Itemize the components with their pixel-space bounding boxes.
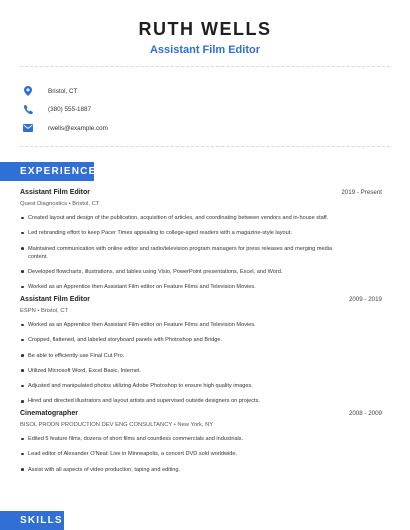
job-bullet: Worked as an Apprentice then Assistant Film editor on Feature Films and Television Movies. xyxy=(20,283,382,291)
job-bullet: Hired and directed illustrators and layout artists and supervised outside designers on projects. xyxy=(20,397,382,405)
header-divider xyxy=(20,66,390,67)
job-dates: 2019 - Present xyxy=(341,189,382,196)
contact-email-text: rwells@example.com xyxy=(48,124,108,132)
contact-email xyxy=(20,119,108,137)
job-bullet: Developed flowcharts, illustrations, and tables using Visio, PowerPoint presentations, Excel, and Word. xyxy=(20,268,382,276)
candidate-name: RUTH WELLS xyxy=(138,19,272,39)
job-bullets xyxy=(20,435,382,474)
job-bullet: Worked as an Apprentice then Assistant Film editor on Feature Films and Television Movies. xyxy=(20,321,382,329)
candidate-title: Assistant Film Editor xyxy=(149,44,261,56)
job-company: ESPN • Bristol, CT xyxy=(20,308,69,314)
location-pin-icon xyxy=(21,84,35,98)
resume-header xyxy=(0,18,410,57)
job-company: BISOL PRODN PRODUCTION DEV ENG CONSULTANCY • New York, NY xyxy=(20,422,214,428)
contact-location-text: Bristol, CT xyxy=(48,87,78,95)
job-entry xyxy=(20,296,382,413)
job-title: Assistant Film Editor xyxy=(20,296,91,303)
job-bullets xyxy=(20,321,382,405)
contact-phone xyxy=(20,101,108,119)
job-company: Quest Diagnostics • Bristol, CT xyxy=(20,201,100,207)
job-title: Assistant Film Editor xyxy=(20,189,91,196)
job-bullet: Led rebranding effort to keep Pacer Times appealing to college-aged readers with a magazine-style layout. xyxy=(20,229,382,237)
job-bullet: Maintained communication with online editor and radio/television program managers for press releases and merging media content. xyxy=(20,245,350,261)
job-title: Cinematographer xyxy=(20,410,78,417)
job-bullet: Adjusted and manipulated photos utilizing Adobe Photoshop to ensure high quality images. xyxy=(20,382,382,390)
job-bullet: Assist with all aspects of video production, taping and editing. xyxy=(20,466,382,474)
job-entry xyxy=(20,189,382,298)
experience-heading: EXPERIENCE xyxy=(0,162,94,181)
contact-phone-text: (380) 555-1887 xyxy=(48,106,92,113)
contact-list xyxy=(20,82,108,138)
job-dates: 2008 - 2009 xyxy=(348,410,382,417)
job-bullet: Utilized Microsoft Word, Excel Basic, Internet. xyxy=(20,367,382,375)
job-bullet: Be able to efficiently use Final Cut Pro. xyxy=(20,352,382,360)
skills-heading: SKILLS xyxy=(0,511,64,530)
email-icon xyxy=(21,121,35,135)
job-bullet: Cropped, flattened, and labeled storyboard panels with Photoshop and Bridge. xyxy=(20,336,382,344)
job-entry xyxy=(20,410,382,481)
job-bullet: Edited 5 feature films, dozens of short films and countless commercials and industrials. xyxy=(20,435,382,443)
job-bullet: Lead editor of Alexander O'Neal: Live in Minneapolis, a concert DVD sold worldwide. xyxy=(20,450,382,458)
job-bullet: Created layout and design of the publication, acquisition of articles, and coordinating between vendors and in-house staff. xyxy=(20,214,382,222)
job-dates: 2009 - 2019 xyxy=(348,296,382,303)
contact-location xyxy=(20,82,108,100)
phone-icon xyxy=(21,103,35,117)
contact-divider xyxy=(20,146,390,147)
job-bullets xyxy=(20,214,382,291)
